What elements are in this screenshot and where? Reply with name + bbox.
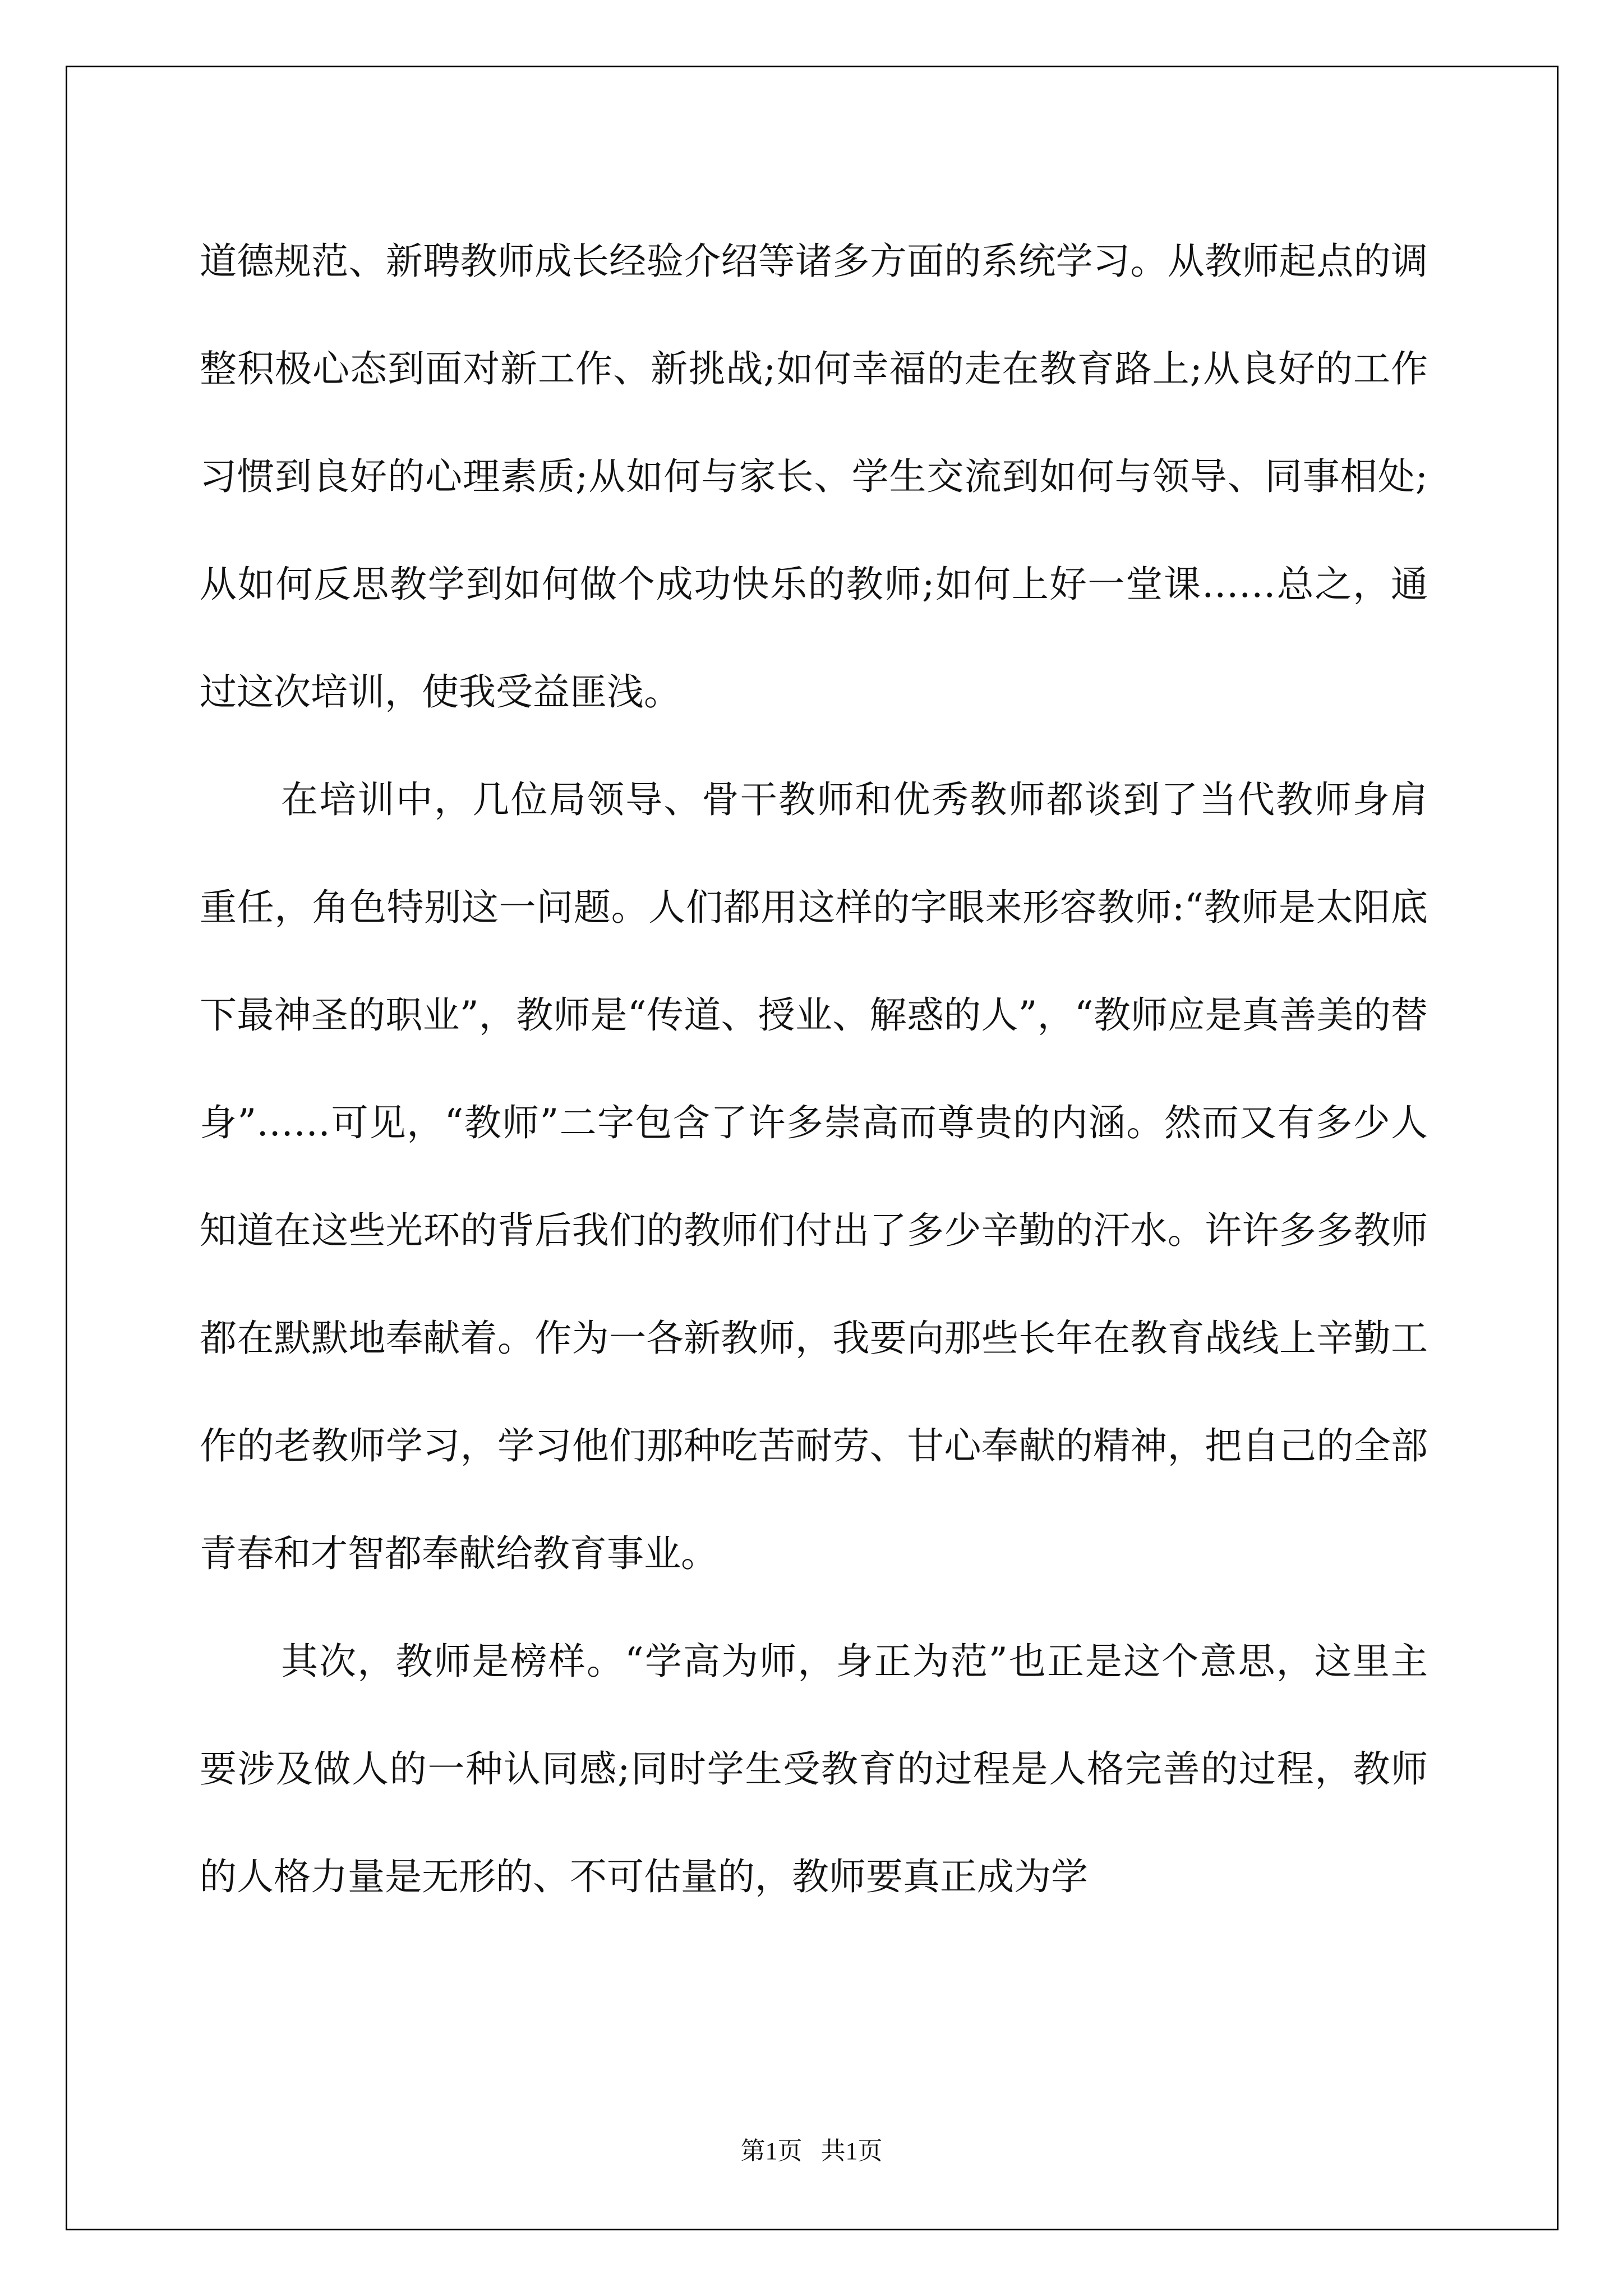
paragraph-2: 在培训中，几位局领导、骨干教师和优秀教师都谈到了当代教师身肩重任，角色特别这一问题。人们都用这样的字眼来形容教师:“教师是太阳底下最神圣的职业”，教师是“传道、授业、解惑的人”，“教师应是真善美的替身”……可见，“教师”二字包含了许多崇高而尊贵的内涵。然而又有多少人知道在这些光环的背后我们的教师们付出了多少辛勤的汗水。许许多多教师都在默默地奉献着。作为一各新教师，我要向那些长年在教育战线上辛勤工作的老教师学习，学习他们那种吃苦耐劳、甘心奉献的精神，把自己的全部青春和才智都奉献给教育事业。 bbox=[200, 778, 1428, 1575]
document-body bbox=[200, 208, 1428, 1931]
paragraph-1: 道德规范、新聘教师成长经验介绍等诸多方面的系统学习。从教师起点的调整积极心态到面对新工作、新挑战;如何幸福的走在教育路上;从良好的工作习惯到良好的心理素质;从如何与家长、学生交流到如何与领导、同事相处;从如何反思教学到如何做个成功快乐的教师;如何上好一堂课……总之，通过这次培训，使我受益匪浅。 bbox=[200, 240, 1428, 714]
page-footer bbox=[0, 2131, 1623, 2166]
page-total: 共1页 bbox=[820, 2137, 883, 2165]
page-number: 第1页 bbox=[740, 2137, 803, 2165]
paragraph-3: 其次，教师是榜样。“学高为师，身正为范”也正是这个意思，这里主要涉及做人的一种认同感;同时学生受教育的过程是人格完善的过程，教师的人格力量是无形的、不可估量的，教师要真正成为学 bbox=[200, 1640, 1428, 1898]
